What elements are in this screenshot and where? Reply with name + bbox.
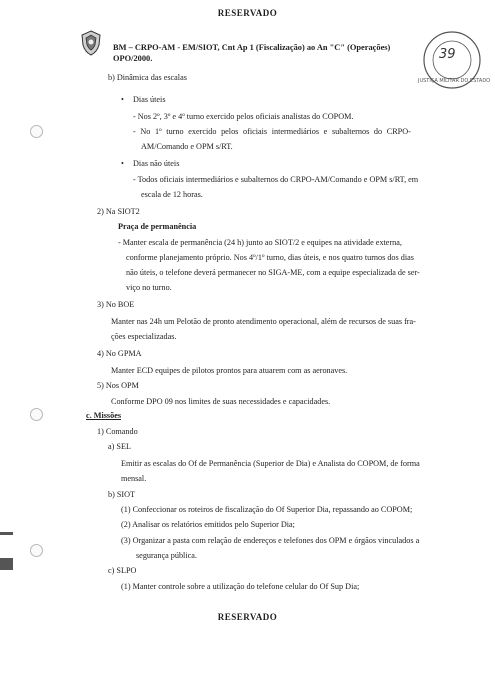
dias-uteis-line-1: - Nos 2º, 3º e 4º turno exercido pelos oficiais analistas do COPOM.	[133, 112, 354, 121]
section-4-title: 4) No GPMA	[97, 349, 142, 358]
dias-uteis-line-2: - No 1º turno exercido pelos oficiais intermediários e subalternos do CRPO-	[133, 127, 411, 136]
header-classification: RESERVADO	[217, 8, 278, 18]
siot-item-3-line-1: (3) Organizar a pasta com relação de endereços e telefones dos OPM e órgãos vinculados a	[121, 536, 420, 545]
bullet-icon: •	[121, 159, 124, 168]
praca-title: Praça de permanência	[118, 222, 197, 231]
section-c-title: c. Missões	[86, 411, 122, 420]
slpo-item-1: (1) Manter controle sobre a utilização do telefone celular do Of Sup Dia;	[121, 582, 360, 591]
praca-line-3: não úteis, o telefone deverá permanecer no SIGA-ME, com a equipe especializada de ser-	[126, 268, 420, 277]
section-3-title: 3) No BOE	[97, 300, 135, 309]
dias-nao-uteis-line-1: - Todos oficiais intermediários e subalternos do CRPO-AM/Comando e OPM s/RT, em	[133, 175, 419, 184]
boe-line-2: ções especializadas.	[111, 332, 177, 341]
subject-line-2: OPO/2000.	[113, 54, 153, 63]
comando-title: 1) Comando	[97, 427, 138, 436]
praca-line-4: viço no turno.	[126, 283, 172, 292]
section-5-title: 5) Nos OPM	[97, 381, 139, 390]
gpma-line: Manter ECD equipes de pilotos prontos para atuarem com as aeronaves.	[111, 366, 348, 375]
punch-hole	[30, 408, 43, 421]
opm-line: Conforme DPO 09 nos limites de suas necessidades e capacidades.	[111, 397, 331, 406]
siot-item-1: (1) Confeccionar os roteiros de fiscalização do Of Superior Dia, repassando ao COPOM;	[121, 505, 413, 514]
court-stamp	[418, 30, 491, 90]
scan-edge-mark	[0, 532, 13, 535]
sel-title: a) SEL	[108, 442, 131, 451]
subject-line-1: BM – CRPO-AM - EM/SIOT, Cnt Ap 1 (Fiscalização) ao An "C" (Operações)	[113, 43, 391, 52]
siot-title: b) SIOT	[108, 490, 136, 499]
siot-item-2: (2) Analisar os relatórios emitidos pelo Superior Dia;	[121, 520, 295, 529]
dias-uteis-line-3: AM/Comando e OPM s/RT.	[141, 142, 233, 151]
boe-line-1: Manter nas 24h um Pelotão de pronto atendimento operacional, além de recursos de suas fra-	[111, 317, 416, 326]
footer-classification: RESERVADO	[217, 612, 278, 622]
slpo-title: c) SLPO	[108, 566, 137, 575]
punch-hole	[30, 125, 43, 138]
coat-of-arms-icon	[80, 30, 102, 56]
siot-item-3-line-2: segurança pública.	[136, 551, 197, 560]
dias-nao-uteis-label: Dias não úteis	[133, 159, 180, 168]
praca-line-2: conforme planejamento próprio. Nos 4º/1º turno, dias úteis, e nos quatro turnos dos dias	[126, 253, 414, 262]
scan-edge-mark	[0, 558, 13, 570]
dias-uteis-label: Dias úteis	[133, 95, 166, 104]
dias-nao-uteis-line-2: escala de 12 horas.	[141, 190, 203, 199]
praca-line-1: - Manter escala de permanência (24 h) junto ao SIOT/2 e equipes na atividade externa,	[118, 238, 402, 247]
section-b-title: b) Dinâmica das escalas	[108, 73, 187, 82]
sel-line-2: mensal.	[121, 474, 147, 483]
punch-hole	[30, 544, 43, 557]
stamp-number: 39	[439, 47, 456, 62]
section-2-title: 2) Na SIOT2	[97, 207, 140, 216]
bullet-icon: •	[121, 95, 124, 104]
sel-line-1: Emitir as escalas do Of de Permanência (Superior de Dia) e Analista do COPOM, de forma	[121, 459, 420, 468]
stamp-text: JUSTIÇA MILITAR DO ESTADO	[418, 78, 491, 84]
